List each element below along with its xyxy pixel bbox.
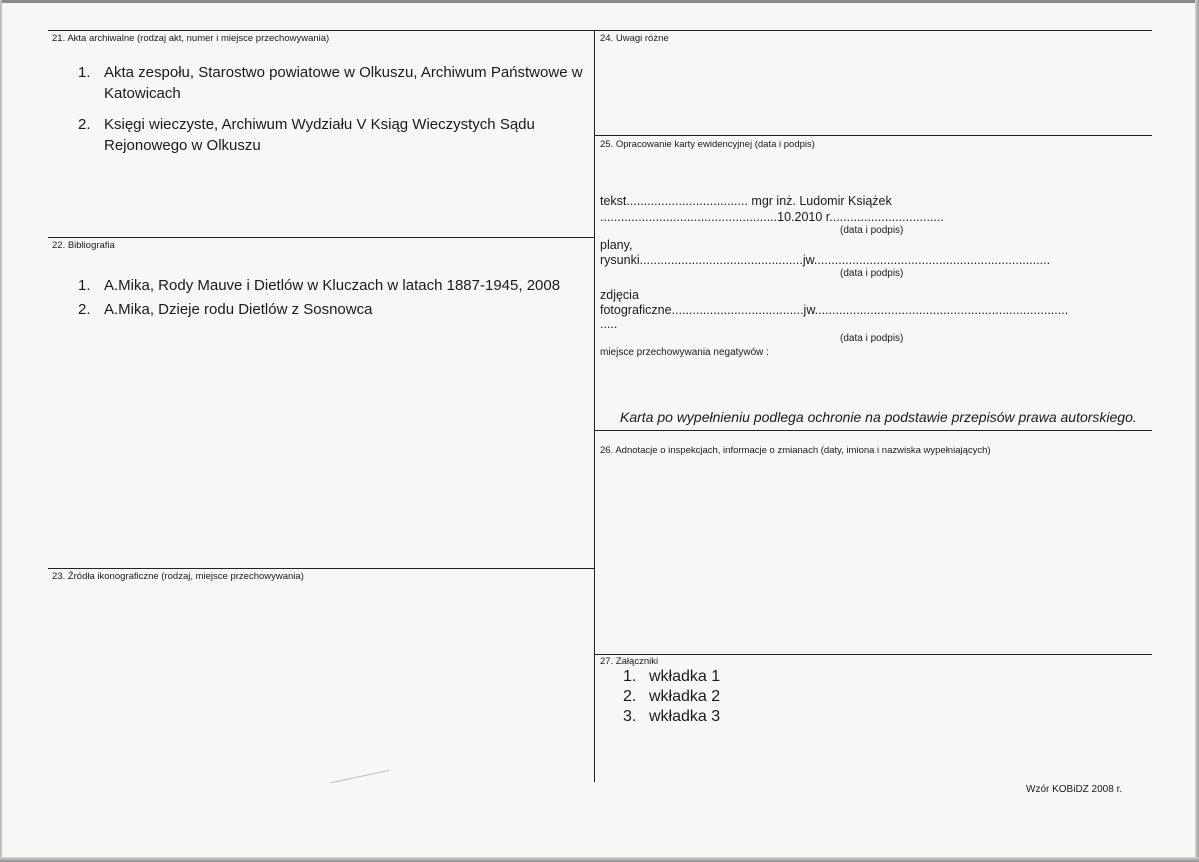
divider-21-22	[48, 237, 594, 238]
list-item: 2. wkładka 2	[623, 688, 721, 705]
data-podpis-caption: (data i podpis)	[840, 268, 904, 279]
divider-top-right	[594, 30, 1152, 31]
fotograficzne-line: fotograficzne......................................jw.........................................................................	[600, 303, 1069, 317]
divider-22-23	[48, 568, 594, 569]
section-23-label: 23. Źródła ikonograficzne (rodzaj, miejsce przechowywania)	[52, 571, 304, 582]
list-item: 1. A.Mika, Rody Mauve i Dietlów w Kluczach w latach 1887-1945, 2008	[78, 277, 561, 294]
scan-edge-top	[0, 0, 1199, 3]
section-25-label: 25. Opracowanie karty ewidencyjnej (data i podpis)	[600, 139, 815, 150]
section-27-label: 27. Załączniki	[600, 656, 659, 667]
divider-26-27	[594, 654, 1152, 655]
divider-25-26	[594, 430, 1152, 431]
template-footer: Wzór KOBiDZ 2008 r.	[1026, 784, 1123, 795]
list-item: 1. Akta zespołu, Starostwo powiatowe w Olkuszu, Archiwum Państwowe w Katowicach	[78, 64, 583, 102]
list-item: 2. Księgi wieczyste, Archiwum Wydziału V Ksiąg Wieczystych Sądu Rejonowego w Olkuszu	[78, 116, 535, 154]
date-line: ...................................................10.2010 r.................................	[600, 210, 944, 224]
negatywy-label: miejsce przechowywania negatywów :	[600, 347, 769, 358]
list-item: 2. A.Mika, Dzieje rodu Dietlów z Sosnowca	[78, 301, 373, 318]
pen-mark	[331, 770, 390, 783]
section-22-list	[78, 275, 588, 320]
copyright-note: Karta po wypełnieniu podlega ochronie na podstawie przepisów prawa autorskiego.	[620, 409, 1137, 425]
section-26-label: 26. Adnotacje o inspekcjach, informacje o zmianach (daty, imiona i nazwiska wypełniających)	[600, 445, 991, 456]
list-item: 3. wkładka 3	[623, 708, 721, 725]
tekst-line: tekst................................... mgr inż. Ludomir Książek	[600, 194, 892, 208]
divider-24-25	[594, 135, 1152, 136]
section-22-label: 22. Bibliografia	[52, 240, 115, 251]
divider-top-left	[48, 30, 594, 31]
section-27-list	[623, 667, 823, 727]
dots-line: .....	[600, 317, 618, 331]
section-24-label: 24. Uwagi różne	[600, 33, 669, 44]
data-podpis-caption: (data i podpis)	[840, 333, 904, 344]
rysunki-line: rysunki...............................................jw....................................................................	[600, 253, 1051, 267]
scan-edge-right	[1195, 0, 1199, 862]
zdjecia-label: zdjęcia	[600, 288, 639, 302]
column-divider	[594, 30, 595, 782]
data-podpis-caption: (data i podpis)	[840, 225, 904, 236]
scan-edge-bottom	[0, 857, 1199, 862]
scan-edge-left	[0, 0, 2, 862]
list-item: 1. wkładka 1	[623, 668, 721, 685]
section-21-label: 21. Akta archiwalne (rodzaj akt, numer i miejsce przechowywania)	[52, 33, 330, 44]
plany-label: plany,	[600, 238, 633, 252]
section-21-list	[78, 62, 588, 166]
